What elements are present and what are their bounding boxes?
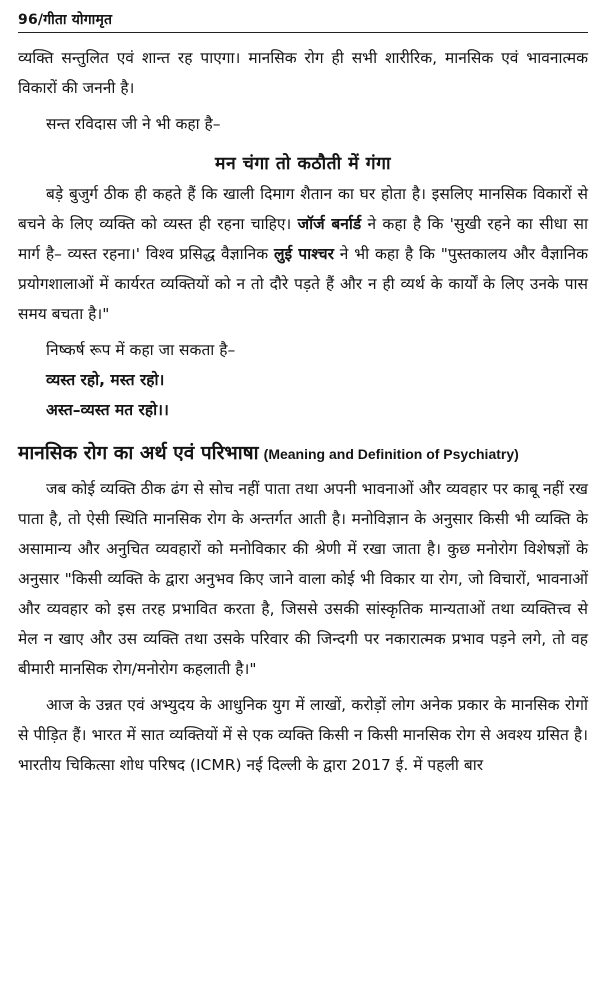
book-page [18, 10, 588, 780]
motto-line-2: अस्त–व्यस्त मत रहो।। [46, 401, 169, 419]
section-heading-english: (Meaning and Definition of Psychiatry) [263, 446, 519, 462]
section-heading [18, 439, 588, 468]
paragraph-modern-age: आज के उन्नत एवं अभ्युदय के आधुनिक युग में लाखों, करोड़ों लोग अनेक प्रकार के मानसिक रोगों से पीड़ित हैं। भारत में सात व्यक्तियों में से एक व्यक्ति किसी न किसी मानसिक रोग से अवश्य ग्रसित है। भारतीय चिकित्सा शोध परिषद (ICMR) नई दिल्ली के द्वारा 2017 ई. में पहली बार [18, 696, 588, 774]
name-louis-pasteur: लुई पाश्चर [273, 245, 334, 263]
paragraph-conclusion: निष्कर्ष रूप में कहा जा सकता है– [46, 341, 236, 359]
paragraph-ravidas-intro: सन्त रविदास जी ने भी कहा है– [46, 115, 221, 133]
name-george-bernard: जॉर्ज बर्नार्ड [297, 215, 362, 233]
running-head: 96/गीता योगामृत [18, 10, 588, 33]
paragraph-busy-mind-text-a: बड़े बुजुर्ग ठीक ही कहते हैं कि खाली दिमाग शैतान का घर होता है। इसलिए मानसिक विकारों से बचने के लिए व्यक्ति को व्यस्त ही रहना चाहिए। [18, 185, 588, 233]
paragraph-continuation: व्यक्ति सन्तुलित एवं शान्त रह पाएगा। मानसिक रोग ही सभी शारीरिक, मानसिक एवं भावनात्मक विकारों की जननी है। [18, 49, 588, 97]
paragraph-busy-mind [18, 179, 588, 329]
paragraph-definition: जब कोई व्यक्ति ठीक ढंग से सोच नहीं पाता तथा अपनी भावनाओं और व्यवहार पर काबू नहीं रख पाता है, तो ऐसी स्थिति मानसिक रोग के अन्तर्गत आती है। मनोविज्ञान के अनुसार किसी भी व्यक्ति के असामान्य और अनुचित व्यवहारों को मनोविकार की श्रेणी में रखा जाता है। कुछ मनोरोग विशेषज्ञों के अनुसार "किसी व्यक्ति के द्वारा अनुभव किए जाने वाला कोई भी विकार या रोग, जो विचारों, भावनाओं और व्यवहार को इस तरह प्रभावित करता है, जिससे उसकी सांस्कृतिक मान्यताओं तथा व्यक्तित्त्व से मेल न खाए और उस व्यक्ति तथा उसके परिवार की जिन्दगी पर नकारात्मक प्रभाव पड़ने लगे, तो वह बीमारी मानसिक रोग/मनोरोग कहलाती है।" [18, 480, 588, 678]
motto-line-1: व्यस्त रहो, मस्त रहो। [46, 371, 165, 389]
paragraph-busy-mind-text-b: ने कहा है कि 'सुखी रहने का सीधा सा मार्ग है– व्यस्त रहना।' विश्व प्रसिद्ध वैज्ञानिक [18, 215, 588, 263]
paragraph-busy-mind-text-c: ने भी कहा है कि "पुस्तकालय और वैज्ञानिक प्रयोगशालाओं में कार्यरत व्यक्तियों को न तो दौरे पड़ते हैं और न ही व्यर्थ के कार्यों के लिए उनके पास समय बचता है।" [18, 245, 588, 323]
section-heading-hindi: मानसिक रोग का अर्थ एवं परिभाषा [18, 442, 259, 464]
proverb-heading: मन चंगा तो कठौती में गंगा [215, 154, 391, 174]
